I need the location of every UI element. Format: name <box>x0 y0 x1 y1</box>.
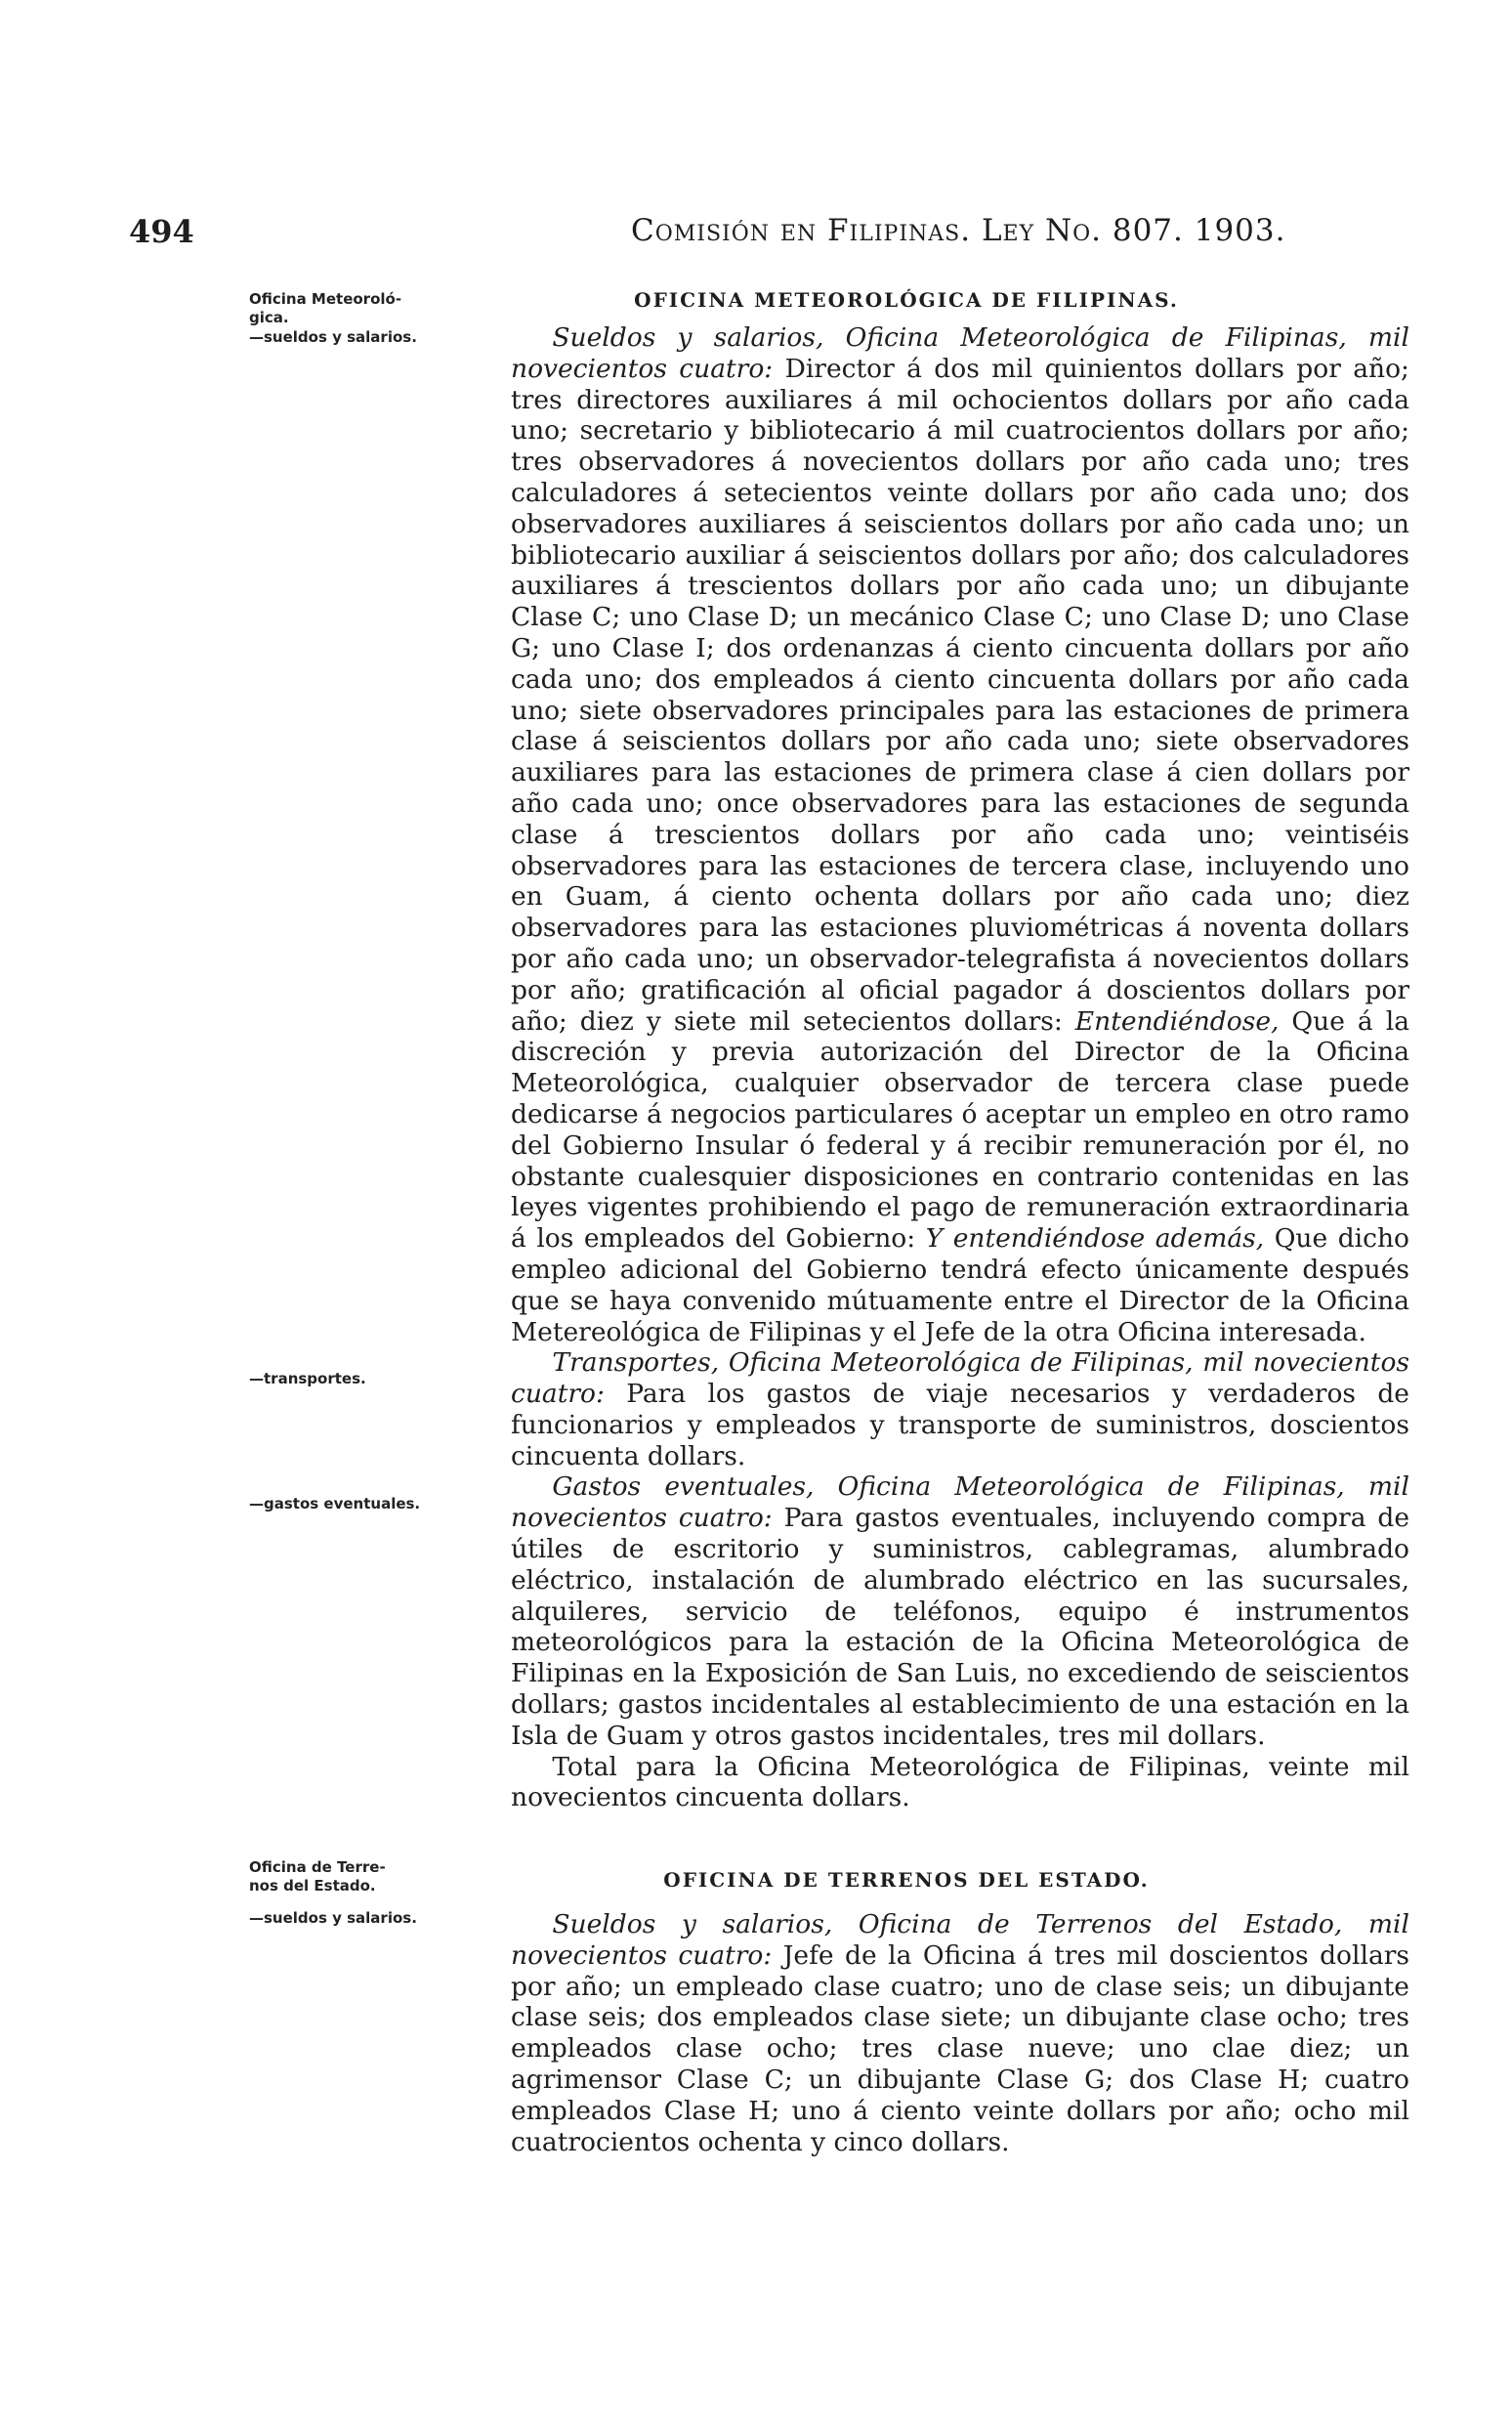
paragraph-heading: Gastos eventuales, Oficina Meteorológica de Filipinas, mil novecientos cuatro: <box>511 1471 1409 1534</box>
body-block-meteorologica <box>511 322 1409 1813</box>
margin-note-gastos-eventuales: —gastos eventuales. <box>249 1495 421 1512</box>
paragraph-heading: Sueldos y salarios, Oficina Meteorológica de Filipinas, mil novecientos cuatro: <box>511 322 1409 384</box>
proviso-heading: Y entendiéndose además, <box>925 1223 1265 1255</box>
section-title-terrenos: OFICINA DE TERRENOS DEL ESTADO. <box>663 1868 1150 1892</box>
paragraph-text: Que dicho empleo adicional del Gobierno tendrá efecto únicamente después que se haya convenido mútuamente entre el Director de la Oficina Metereológica de Filipinas y el Jefe de la otra Oficina interesada. <box>511 1223 1409 1347</box>
margin-note-transportes: —transportes. <box>249 1370 366 1387</box>
page-number: 494 <box>129 213 194 250</box>
paragraph-text: Director á dos mil quinientos dollars por año; tres directores auxiliares á mil ochocientos dollars por año cada uno; secretario y bibliotecario á mil cuatrocientos dollars por año; tres observadores á novecientos dollars por año cada uno; tres calculadores á setecientos veinte dollars por año cada uno; dos observadores auxiliares á seiscientos dollars por año cada uno; un bibliotecario auxiliar á seiscientos dollars por año; dos calculadores auxiliares á trescientos dollars por año cada uno; un dibujante Clase C; uno Clase D; un mecánico Clase C; uno Clase D; uno Clase G; uno Clase I; dos ordenanzas á ciento cincuenta dollars por año cada uno; dos empleados á ciento cincuenta dollars por año cada uno; siete observadores principales para las estaciones de primera clase á seiscientos dollars por año cada uno; siete observadores auxiliares para las estaciones de primera clase á cien dollars por año cada uno; once observadores para las estaciones de segunda clase á trescientos dollars por año cada uno; veintiséis observadores para las estaciones de tercera clase, incluyendo uno en Guam, á ciento ochenta dollars por año cada uno; diez observadores para las estaciones pluviométricas á noventa dollars por año cada uno; un observador-telegrafista á novecientos dollars por año; gratificación al oficial pagador á doscientos dollars por año; diez y siete mil setecientos dollars: <box>511 353 1409 1037</box>
paragraph-gastos-eventuales <box>511 1471 1409 1751</box>
paragraph-sueldos-terrenos <box>511 1909 1409 2157</box>
proviso-heading: Entendiéndose, <box>1074 1005 1280 1037</box>
paragraph-transportes <box>511 1347 1409 1471</box>
paragraph-text: Jefe de la Oficina á tres mil doscientos dollars por año; un empleado clase cuatro; uno de clase seis; un dibujante clase seis; dos empleados clase siete; un dibujante clase ocho; tres empleados clase ocho; tres clase nueve; uno clae diez; un agrimensor Clase C; un dibujante Clase G; dos Clase H; cuatro empleados Clase H; uno á ciento veinte dollars por año; ocho mil cuatrocientos ochenta y cinco dollars. <box>511 1939 1410 2157</box>
margin-note-oficina-meteorologica: Oficina Meteoroló- gica. <box>249 290 402 326</box>
paragraph-text: Que á la discreción y previa autorización del Director de la Oficina Meteorológica, cualquier observador de tercera clase puede dedicarse á negocios particulares ó aceptar un empleo en otro ramo del Gobierno Insular ó federal y á recibir remuneración por él, no obstante cualesquier disposiciones en contrario contenidas en las leyes vigentes prohibiendo el pago de remuneración extraordinaria á los empleados del Gobierno: <box>511 1005 1409 1255</box>
margin-note-oficina-terrenos: Oficina de Terre- nos del Estado. <box>249 1858 386 1895</box>
body-block-terrenos <box>511 1909 1409 2157</box>
paragraph-heading: Sueldos y salarios, Oficina de Terrenos del Estado, mil novecientos cuatro: <box>511 1909 1409 1971</box>
page-header <box>129 213 1301 262</box>
paragraph-text: Total para la Oficina Meteorológica de Filipinas, veinte mil novecientos cincuenta dollars. <box>511 1751 1409 1813</box>
margin-note-sueldos-salarios-terrenos: —sueldos y salarios. <box>249 1909 417 1927</box>
paragraph-sueldos-meteorologica <box>511 322 1409 1347</box>
section-title-meteorologica: OFICINA METEOROLÓGICA DE FILIPINAS. <box>634 288 1179 312</box>
margin-note-sueldos-salarios: —sueldos y salarios. <box>249 328 417 346</box>
running-head: Comisión en Filipinas. Ley No. 807. 1903. <box>631 213 1286 248</box>
paragraph-heading: Transportes, Oficina Meteorológica de Filipinas, mil novecientos cuatro: <box>511 1347 1409 1410</box>
paragraph-text: Para los gastos de viaje necesarios y verdaderos de funcionarios y empleados y transporte de suministros, doscientos cincuenta dollars. <box>511 1379 1409 1471</box>
paragraph-text: Para gastos eventuales, incluyendo compra de útiles de escritorio y suministros, cablegramas, alumbrado eléctrico, instalación de alumbrado eléctrico en las sucursales, alquileres, servicio de teléfonos, equipo é instrumentos meteorológicos para la estación de la Oficina Meteorológica de Filipinas en la Exposición de San Luis, no excediendo de seiscientos dollars; gastos incidentales al establecimiento de una estación en la Isla de Guam y otros gastos incidentales, tres mil dollars. <box>511 1503 1409 1751</box>
paragraph-total <box>511 1752 1409 1814</box>
